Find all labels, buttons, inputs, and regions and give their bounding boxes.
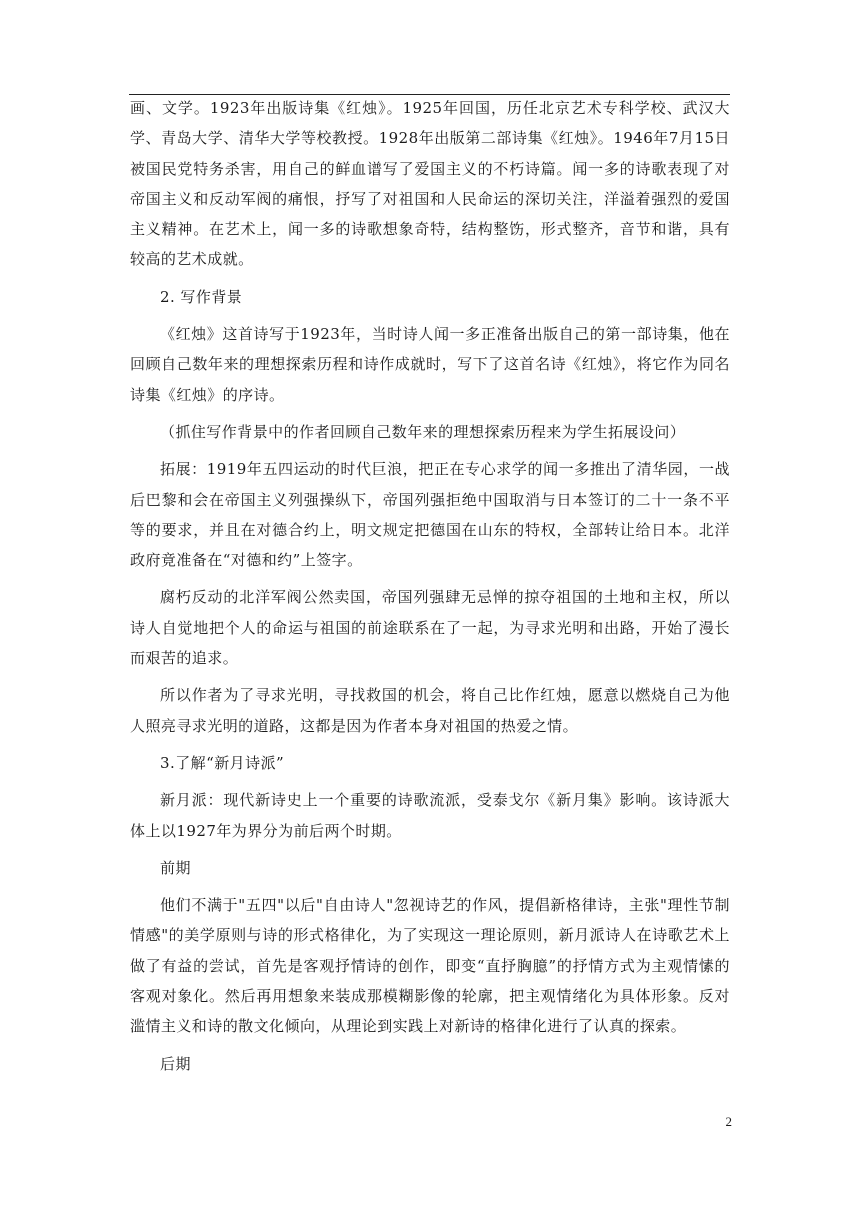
body-text <box>130 93 730 1079</box>
paragraph-background: 《红烛》这首诗写于1923年，当时诗人闻一多正准备出版自己的第一部诗集，他在回顾自己数年来的理想探索历程和诗作成就时，写下了这首名诗《红烛》，将它作为同名诗集《红烛》的序诗。 <box>130 325 730 404</box>
paragraph-bio-continued: 画、文学。1923年出版诗集《红烛》。1925年回国，历任北京艺术专科学校、武汉大学、青岛大学、清华大学等校教授。1928年出版第二部诗集《红烛》。1946年7月15日被国民党特务杀害，用自己的鲜血谱写了爱国主义的不朽诗篇。闻一多的诗歌表现了对帝国主义和反动军阀的痛恨，抒写了对祖国和人民命运的深切关注，洋溢着强烈的爱国主义精神。在艺术上，闻一多的诗歌想象奇特，结构整饬，形式整齐，音节和谐，具有较高的艺术成就。 <box>130 99 730 269</box>
paragraph-crescent-school: 新月派：现代新诗史上一个重要的诗歌流派，受泰戈尔《新月集》影响。该诗派大体上以1927年为界分为前后两个时期。 <box>130 791 730 840</box>
paragraph-warlords: 腐朽反动的北洋军阀公然卖国，帝国列强肆无忌惮的掠夺祖国的土地和主权，所以诗人自觉地把个人的命运与祖国的前途联系在了一起，为寻求光明和出路，开始了漫长而艰苦的追求。 <box>130 588 730 668</box>
paragraph-teaching-note: （抓住写作背景中的作者回顾自己数年来的理想探索历程来为学生拓展设问） <box>160 422 686 441</box>
paragraph-extension: 拓展：1919年五四运动的时代巨浪，把正在专心求学的闻一多推出了清华园，一战后巴黎和会在帝国主义列强操纵下，帝国列强拒绝中国取消与日本签订的二十一条不平等的要求，并且在对德合约上，明文规定把德国在山东的特权，全部转让给日本。北洋政府竟准备在“对德和约”上签字。 <box>130 460 730 570</box>
paragraph-red-candle: 所以作者为了寻求光明，寻找救国的机会，将自己比作红烛，愿意以燃烧自己为他人照亮寻求光明的道路，这都是因为作者本身对祖国的热爱之情。 <box>130 686 730 735</box>
section-heading-background: 2. 写作背景 <box>160 287 243 306</box>
subheading-late-period: 后期 <box>160 1054 191 1073</box>
section-heading-crescent: 3.了解“新月诗派” <box>160 753 285 772</box>
page-number: 2 <box>725 1114 732 1129</box>
subheading-early-period: 前期 <box>160 858 191 877</box>
paragraph-early-period: 他们不满于"五四"以后"自由诗人"忽视诗艺的作风，提倡新格律诗，主张"理性节制情感"的美学原则与诗的形式格律化，为了实现这一理论原则，新月派诗人在诗歌艺术上做了有益的尝试，首先是客观抒情诗的创作，即变“直抒胸臆”的抒情方式为主观情愫的客观对象化。然后再用想象来装成那模糊影像的轮廓，把主观情绪化为具体形象。反对滥情主义和诗的散文化倾向，从理论到实践上对新诗的格律化进行了认真的探索。 <box>130 896 730 1036</box>
